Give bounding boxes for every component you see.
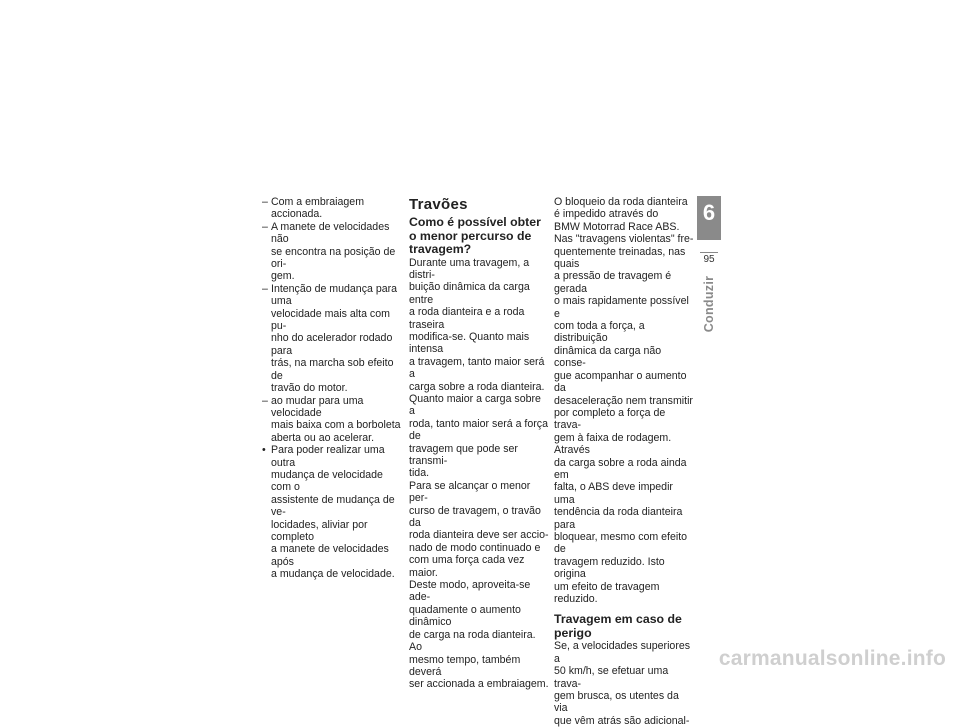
list-item-text: Com a embraiagem accionada. [271,196,365,221]
paragraph: Nas "travagens violentas" fre- quentemente treinadas, nas quais a pressão de travagem é gerada o mais rapidamente possível e com toda a força, a distribuição dinâmica da carga não conse- gue acompanhar o aumento da desaceleração nem transmitir por completo a força de trava- gem à faixa de rodagem. Através da carga sobre a roda ainda em falta, o ABS deve impedir uma tendência da roda dianteira para bloquear, mesmo com efeito de travagem reduzido. Isto origina um efeito de travagem reduzido. [554,233,694,605]
divider [700,252,718,253]
paragraph: Se, a velocidades superiores a 50 km/h, se efetuar uma trava- gem brusca, os utentes da via que vêm atrás são adicional- [554,640,691,727]
watermark: carmanualsonline.info [718,647,946,670]
subheading: Como é possível obter o menor percurso de travagem? [409,215,541,256]
list-marker: – [262,282,268,295]
chapter-number: 6 [702,200,716,225]
list-marker: – [262,220,268,233]
subheading: Travagem em caso de perigo [554,612,682,640]
list-item-text: A manete de velocidades não se encontra na posição de ori- gem. [271,220,396,283]
section-heading: Travões [409,196,468,213]
list-marker: – [262,196,268,208]
page-number: 95 [703,254,715,265]
chapter-tab [697,196,721,240]
list-item [262,444,402,580]
list-marker: • [262,444,266,457]
list-item-text: Para poder realizar uma outra mudança de velocidade com o assistente de mudança de ve- locidades, aliviar por completo a manete de velocidades após a mudança de velocidade. [271,444,395,581]
column-2 [409,196,549,691]
list-item [262,196,402,221]
list-item [262,221,402,283]
list-item [262,283,402,395]
list-item-text: ao mudar para uma velocidade mais baixa com a borboleta aberta ou ao acelerar. [271,394,401,444]
paragraph: Para se alcançar o menor per- curso de travagem, o travão da roda dianteira deve ser accio- nado de modo continuado e com uma força cada vez maior. Deste modo, aproveita-se ade- quadamente o aumento dinâmico de carga na roda dianteira. Ao mesmo tempo, também deverá ser accionada a embraiagem. [409,479,549,691]
list-item-text: Intenção de mudança para uma velocidade mais alta com pu- nho do acelerador rodado para trás, na marcha sob efeito de travão do motor. [271,282,398,395]
list-marker: – [262,394,268,407]
column-3 [554,196,694,727]
list-item [262,395,402,445]
column-1 [262,196,402,581]
paragraph: O bloqueio da roda dianteira é impedido através do BMW Motorrad Race ABS. [554,196,688,233]
paragraph: Durante uma travagem, a distri- buição dinâmica da carga entre a roda dianteira e a roda traseira modifica-se. Quanto mais intensa a travagem, tanto maior será a carga sobre a roda dianteira. Quanto maior a carga sobre a roda, tanto maior será a força de travagem que pode ser transmi- tida. [409,256,548,480]
section-label-text: Conduzir [702,275,716,333]
section-label [700,274,718,334]
